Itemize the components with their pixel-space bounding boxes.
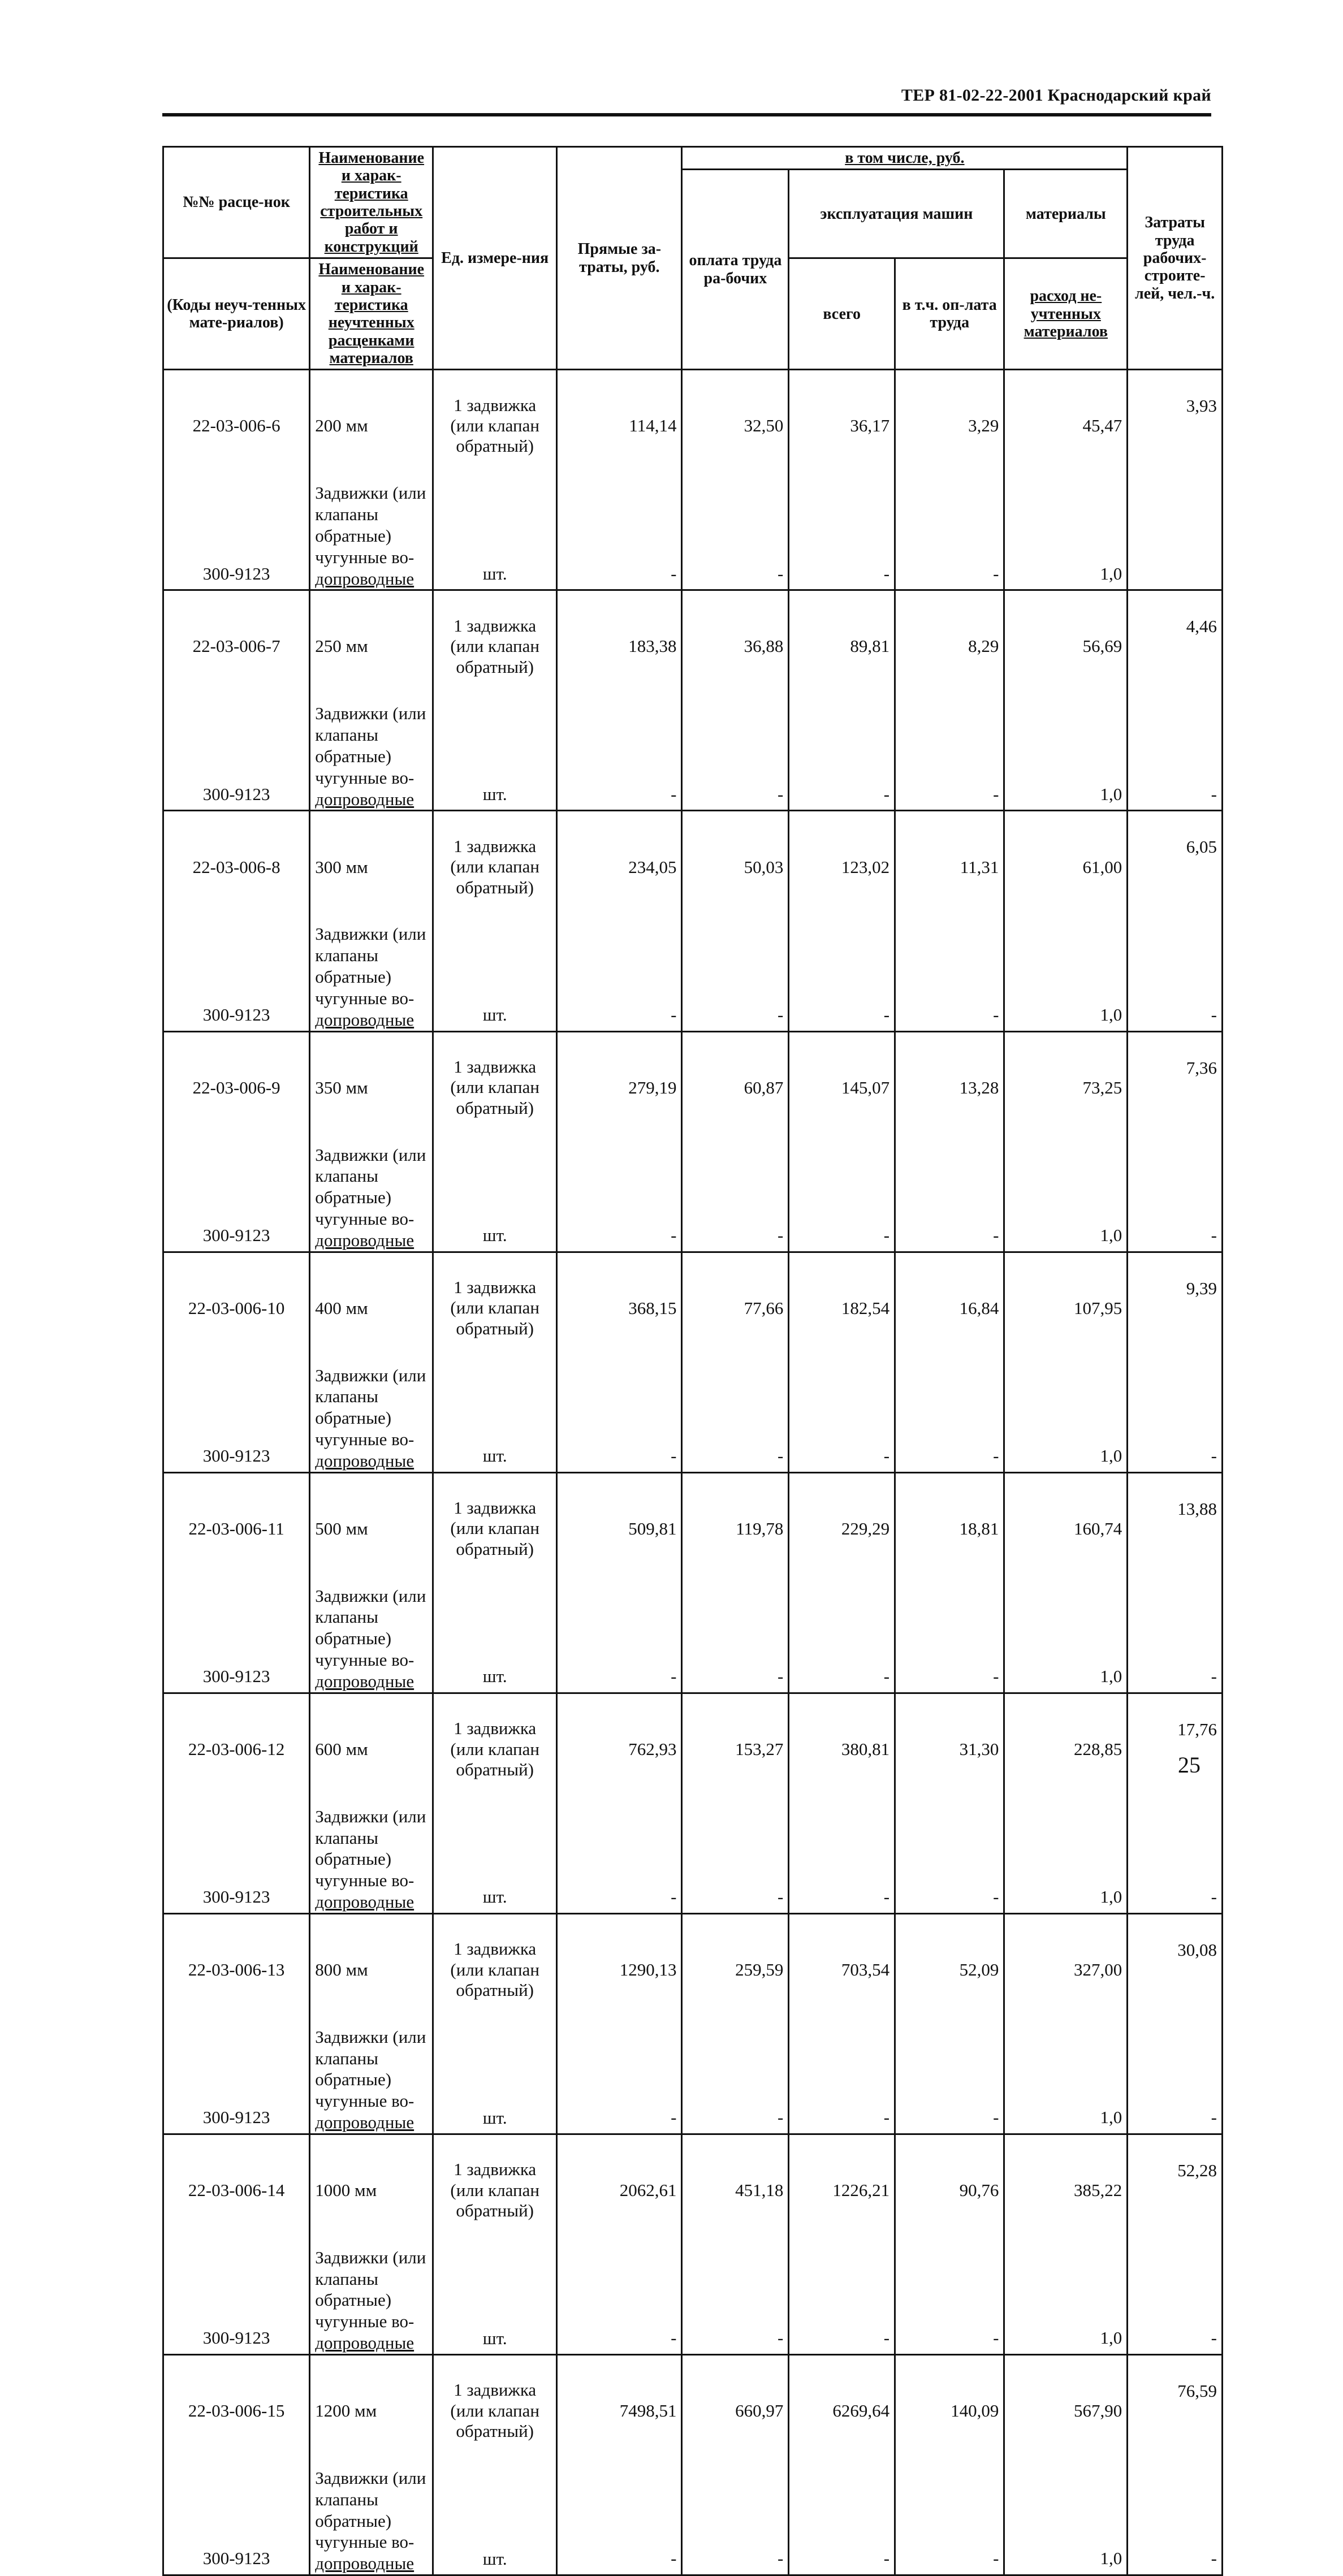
material-unit: шт. bbox=[433, 481, 557, 590]
material-name-line: допроводные bbox=[315, 2333, 414, 2353]
machines-labor: 13,28 bbox=[895, 1031, 1004, 1143]
material-machines-total: - bbox=[789, 1584, 895, 1693]
material-name-line: Задвижки (или клапаны bbox=[315, 1144, 426, 1186]
material-direct: - bbox=[557, 2466, 682, 2575]
material-qty: 1,0 bbox=[1004, 2025, 1128, 2134]
material-machines-total: - bbox=[789, 922, 895, 1031]
table-header bbox=[163, 147, 1223, 370]
material-name-line: допроводные bbox=[315, 1230, 414, 1250]
col-header-machines-total: всего bbox=[789, 258, 895, 370]
rate-code: 22-03-006-14 bbox=[163, 2134, 310, 2246]
direct-costs: 114,14 bbox=[557, 370, 682, 482]
direct-costs: 509,81 bbox=[557, 1472, 682, 1584]
material-row bbox=[163, 2025, 1223, 2134]
unit-line: (или клапан bbox=[450, 1298, 539, 1318]
material-name-line: Задвижки (или клапаны bbox=[315, 1806, 426, 1848]
material-machines-total: - bbox=[789, 2246, 895, 2355]
unit-line: (или клапан bbox=[450, 2180, 539, 2200]
labor-cost: 30,08 bbox=[1128, 1913, 1223, 2025]
rate-name: 300 мм bbox=[310, 811, 433, 923]
material-labor-pay: - bbox=[682, 2246, 789, 2355]
direct-costs: 368,15 bbox=[557, 1252, 682, 1364]
rate-row bbox=[163, 811, 1223, 923]
direct-costs: 7498,51 bbox=[557, 2354, 682, 2466]
labor-cost: 9,39 bbox=[1128, 1252, 1223, 1364]
materials-cost: 567,90 bbox=[1004, 2354, 1128, 2466]
col-header-materials-unaccounted: расход не-учтенных материалов bbox=[1004, 258, 1128, 370]
rates-table bbox=[162, 146, 1223, 2576]
unit-line: обратный) bbox=[456, 656, 534, 677]
direct-costs: 234,05 bbox=[557, 811, 682, 923]
material-row bbox=[163, 2246, 1223, 2355]
material-machines-total: - bbox=[789, 1364, 895, 1473]
rate-code: 22-03-006-8 bbox=[163, 811, 310, 923]
direct-costs: 183,38 bbox=[557, 590, 682, 702]
rate-unit bbox=[433, 370, 557, 482]
material-direct: - bbox=[557, 2025, 682, 2134]
material-name bbox=[310, 2246, 433, 2355]
rate-unit bbox=[433, 2134, 557, 2246]
rate-row bbox=[163, 590, 1223, 702]
material-labor-pay: - bbox=[682, 1584, 789, 1693]
unit-line: (или клапан bbox=[450, 1959, 539, 1979]
material-row bbox=[163, 1805, 1223, 1914]
unit-line: (или клапан bbox=[450, 416, 539, 436]
rate-name: 1000 мм bbox=[310, 2134, 433, 2246]
material-direct: - bbox=[557, 2246, 682, 2355]
material-unit: шт. bbox=[433, 2246, 557, 2355]
rate-code: 22-03-006-12 bbox=[163, 1693, 310, 1805]
rate-row bbox=[163, 2134, 1223, 2246]
material-machines-total: - bbox=[789, 702, 895, 811]
rate-row bbox=[163, 1472, 1223, 1584]
col-header-including: в том числе, руб. bbox=[682, 147, 1128, 170]
unit-line: обратный) bbox=[456, 2421, 534, 2441]
material-code: 300-9123 bbox=[163, 1584, 310, 1693]
rate-code: 22-03-006-13 bbox=[163, 1913, 310, 2025]
material-machines-labor: - bbox=[895, 1143, 1004, 1252]
materials-cost: 385,22 bbox=[1004, 2134, 1128, 2246]
rate-unit bbox=[433, 1031, 557, 1143]
document-header: ТЕР 81-02-22-2001 Краснодарский край bbox=[901, 86, 1211, 105]
unit-line: (или клапан bbox=[450, 857, 539, 877]
machines-total: 145,07 bbox=[789, 1031, 895, 1143]
material-name-line: Задвижки (или клапаны bbox=[315, 483, 426, 525]
machines-total: 6269,64 bbox=[789, 2354, 895, 2466]
unit-line: обратный) bbox=[456, 1538, 534, 1559]
col-header-material-codes: (Коды неуч-тенных мате-риалов) bbox=[163, 258, 310, 370]
material-name-line: Задвижки (или клапаны bbox=[315, 1365, 426, 1407]
material-machines-labor: - bbox=[895, 922, 1004, 1031]
material-machines-total: - bbox=[789, 2025, 895, 2134]
material-labor-cost: - bbox=[1128, 2466, 1223, 2575]
machines-labor: 90,76 bbox=[895, 2134, 1004, 2246]
labor-pay: 50,03 bbox=[682, 811, 789, 923]
material-code: 300-9123 bbox=[163, 2025, 310, 2134]
materials-cost: 56,69 bbox=[1004, 590, 1128, 702]
material-labor-cost bbox=[1128, 481, 1223, 590]
material-labor-pay: - bbox=[682, 922, 789, 1031]
labor-cost: 7,36 bbox=[1128, 1031, 1223, 1143]
material-row bbox=[163, 1364, 1223, 1473]
material-direct: - bbox=[557, 1143, 682, 1252]
material-name-line: Задвижки (или клапаны bbox=[315, 2247, 426, 2289]
rate-name: 1200 мм bbox=[310, 2354, 433, 2466]
machines-labor: 31,30 bbox=[895, 1693, 1004, 1805]
materials-cost: 228,85 bbox=[1004, 1693, 1128, 1805]
labor-pay: 660,97 bbox=[682, 2354, 789, 2466]
material-name-line: обратные) чугунные во- bbox=[315, 967, 414, 1008]
material-qty: 1,0 bbox=[1004, 1584, 1128, 1693]
unit-line: обратный) bbox=[456, 2200, 534, 2220]
unit-line: обратный) bbox=[456, 1318, 534, 1338]
machines-labor: 8,29 bbox=[895, 590, 1004, 702]
material-labor-pay: - bbox=[682, 1364, 789, 1473]
rate-unit bbox=[433, 1472, 557, 1584]
rate-unit bbox=[433, 2354, 557, 2466]
unit-line: обратный) bbox=[456, 436, 534, 456]
material-labor-cost: - bbox=[1128, 1364, 1223, 1473]
rate-unit bbox=[433, 811, 557, 923]
material-name-line: обратные) чугунные во- bbox=[315, 1628, 414, 1670]
material-code: 300-9123 bbox=[163, 1364, 310, 1473]
unit-line: (или клапан bbox=[450, 636, 539, 656]
material-name-line: обратные) чугунные во- bbox=[315, 1408, 414, 1449]
material-unit: шт. bbox=[433, 2025, 557, 2134]
machines-total: 229,29 bbox=[789, 1472, 895, 1584]
material-qty: 1,0 bbox=[1004, 2246, 1128, 2355]
direct-costs: 279,19 bbox=[557, 1031, 682, 1143]
col-header-rate-number: №№ расце-нок bbox=[163, 147, 310, 258]
machines-labor: 16,84 bbox=[895, 1252, 1004, 1364]
material-name-line: Задвижки (или клапаны bbox=[315, 703, 426, 745]
material-name bbox=[310, 922, 433, 1031]
material-name-line: допроводные bbox=[315, 1891, 414, 1912]
rate-unit bbox=[433, 1913, 557, 2025]
material-code: 300-9123 bbox=[163, 702, 310, 811]
labor-cost: 52,28 bbox=[1128, 2134, 1223, 2246]
material-name-line: допроводные bbox=[315, 1671, 414, 1691]
material-labor-pay: - bbox=[682, 2466, 789, 2575]
labor-pay: 119,78 bbox=[682, 1472, 789, 1584]
labor-cost: 3,93 bbox=[1128, 370, 1223, 482]
material-machines-total: - bbox=[789, 2466, 895, 2575]
machines-labor: 18,81 bbox=[895, 1472, 1004, 1584]
material-qty: 1,0 bbox=[1004, 2466, 1128, 2575]
material-direct: - bbox=[557, 1364, 682, 1473]
material-qty: 1,0 bbox=[1004, 1805, 1128, 1914]
material-unit: шт. bbox=[433, 922, 557, 1031]
col-header-unit: Ед. измере-ния bbox=[433, 147, 557, 370]
material-machines-total: - bbox=[789, 1805, 895, 1914]
labor-pay: 32,50 bbox=[682, 370, 789, 482]
rate-code: 22-03-006-6 bbox=[163, 370, 310, 482]
rate-row bbox=[163, 1913, 1223, 2025]
unit-line: 1 задвижка bbox=[454, 1939, 537, 1959]
rate-code: 22-03-006-9 bbox=[163, 1031, 310, 1143]
material-name bbox=[310, 2466, 433, 2575]
material-name-line: обратные) чугунные во- bbox=[315, 1849, 414, 1891]
labor-pay: 36,88 bbox=[682, 590, 789, 702]
rate-row bbox=[163, 1031, 1223, 1143]
machines-labor: 3,29 bbox=[895, 370, 1004, 482]
material-machines-total: - bbox=[789, 481, 895, 590]
material-name-line: Задвижки (или клапаны bbox=[315, 2026, 426, 2068]
labor-cost: 13,88 bbox=[1128, 1472, 1223, 1584]
material-labor-cost: - bbox=[1128, 1805, 1223, 1914]
labor-cost: 6,05 bbox=[1128, 811, 1223, 923]
rate-name: 400 мм bbox=[310, 1252, 433, 1364]
material-direct: - bbox=[557, 1584, 682, 1693]
direct-costs: 762,93 bbox=[557, 1693, 682, 1805]
material-labor-pay: - bbox=[682, 1805, 789, 1914]
unit-line: (или клапан bbox=[450, 1077, 539, 1097]
material-name-line: допроводные bbox=[315, 1009, 414, 1030]
material-machines-labor: - bbox=[895, 481, 1004, 590]
unit-line: 1 задвижка bbox=[454, 1718, 537, 1739]
machines-labor: 11,31 bbox=[895, 811, 1004, 923]
rate-name: 500 мм bbox=[310, 1472, 433, 1584]
material-machines-labor: - bbox=[895, 2025, 1004, 2134]
rate-code: 22-03-006-7 bbox=[163, 590, 310, 702]
material-qty: 1,0 bbox=[1004, 922, 1128, 1031]
rate-row bbox=[163, 1252, 1223, 1364]
material-labor-pay: - bbox=[682, 2025, 789, 2134]
material-name bbox=[310, 1364, 433, 1473]
rate-name: 200 мм bbox=[310, 370, 433, 482]
material-labor-cost: - bbox=[1128, 922, 1223, 1031]
unit-line: 1 задвижка bbox=[454, 1277, 537, 1298]
col-header-material-name: Наименование и харак-теристика неучтенных расценками материалов bbox=[310, 258, 433, 370]
material-unit: шт. bbox=[433, 2466, 557, 2575]
material-labor-cost: - bbox=[1128, 702, 1223, 811]
unit-line: обратный) bbox=[456, 1759, 534, 1779]
material-name-line: Задвижки (или клапаны bbox=[315, 2467, 426, 2509]
material-machines-total: - bbox=[789, 1143, 895, 1252]
material-unit: шт. bbox=[433, 1143, 557, 1252]
materials-cost: 160,74 bbox=[1004, 1472, 1128, 1584]
rate-unit bbox=[433, 590, 557, 702]
unit-line: 1 задвижка bbox=[454, 395, 537, 415]
machines-total: 89,81 bbox=[789, 590, 895, 702]
material-name-line: обратные) чугунные во- bbox=[315, 746, 414, 788]
labor-cost: 4,46 bbox=[1128, 590, 1223, 702]
rate-unit bbox=[433, 1252, 557, 1364]
material-name-line: допроводные bbox=[315, 789, 414, 809]
material-qty: 1,0 bbox=[1004, 481, 1128, 590]
material-code: 300-9123 bbox=[163, 2246, 310, 2355]
material-machines-labor: - bbox=[895, 2466, 1004, 2575]
labor-cost: 17,76 bbox=[1128, 1693, 1223, 1805]
direct-costs: 2062,61 bbox=[557, 2134, 682, 2246]
rate-code: 22-03-006-10 bbox=[163, 1252, 310, 1364]
material-code: 300-9123 bbox=[163, 1143, 310, 1252]
unit-line: (или клапан bbox=[450, 1518, 539, 1538]
table-body bbox=[163, 370, 1223, 2575]
material-direct: - bbox=[557, 481, 682, 590]
machines-total: 36,17 bbox=[789, 370, 895, 482]
page-number: 25 bbox=[1178, 1752, 1201, 1778]
material-name bbox=[310, 1805, 433, 1914]
rate-name: 600 мм bbox=[310, 1693, 433, 1805]
material-row bbox=[163, 1584, 1223, 1693]
material-labor-cost: - bbox=[1128, 1143, 1223, 1252]
material-qty: 1,0 bbox=[1004, 1364, 1128, 1473]
labor-pay: 77,66 bbox=[682, 1252, 789, 1364]
rate-row bbox=[163, 1693, 1223, 1805]
material-labor-cost: - bbox=[1128, 2246, 1223, 2355]
material-labor-pay: - bbox=[682, 702, 789, 811]
col-header-machines-labor: в т.ч. оп-лата труда bbox=[895, 258, 1004, 370]
unit-line: (или клапан bbox=[450, 2400, 539, 2421]
rate-code: 22-03-006-15 bbox=[163, 2354, 310, 2466]
col-header-materials: материалы bbox=[1004, 170, 1128, 258]
material-direct: - bbox=[557, 1805, 682, 1914]
rate-name: 250 мм bbox=[310, 590, 433, 702]
unit-line: 1 задвижка bbox=[454, 836, 537, 857]
unit-line: 1 задвижка bbox=[454, 2380, 537, 2400]
material-row bbox=[163, 922, 1223, 1031]
material-labor-pay: - bbox=[682, 1143, 789, 1252]
machines-labor: 140,09 bbox=[895, 2354, 1004, 2466]
material-unit: шт. bbox=[433, 1805, 557, 1914]
material-machines-labor: - bbox=[895, 1584, 1004, 1693]
material-direct: - bbox=[557, 702, 682, 811]
material-row bbox=[163, 481, 1223, 590]
material-row bbox=[163, 1143, 1223, 1252]
material-machines-labor: - bbox=[895, 1364, 1004, 1473]
material-name-line: допроводные bbox=[315, 2112, 414, 2132]
labor-pay: 451,18 bbox=[682, 2134, 789, 2246]
material-name-line: обратные) чугунные во- bbox=[315, 2510, 414, 2552]
material-name-line: обратные) чугунные во- bbox=[315, 2290, 414, 2332]
rate-unit bbox=[433, 1693, 557, 1805]
material-row bbox=[163, 702, 1223, 811]
material-unit: шт. bbox=[433, 702, 557, 811]
material-code: 300-9123 bbox=[163, 481, 310, 590]
machines-total: 182,54 bbox=[789, 1252, 895, 1364]
unit-line: 1 задвижка bbox=[454, 2159, 537, 2180]
material-name bbox=[310, 1584, 433, 1693]
col-header-direct-costs: Прямые за-траты, руб. bbox=[557, 147, 682, 370]
unit-line: 1 задвижка bbox=[454, 615, 537, 636]
col-header-work-name: Наименование и харак-теристика строительных работ и конструкций bbox=[310, 147, 433, 258]
machines-total: 703,54 bbox=[789, 1913, 895, 2025]
material-name-line: допроводные bbox=[315, 2553, 414, 2574]
unit-line: 1 задвижка bbox=[454, 1498, 537, 1518]
machines-total: 1226,21 bbox=[789, 2134, 895, 2246]
material-unit: шт. bbox=[433, 1364, 557, 1473]
rate-code: 22-03-006-11 bbox=[163, 1472, 310, 1584]
unit-line: обратный) bbox=[456, 877, 534, 897]
rate-row bbox=[163, 370, 1223, 482]
material-name-line: Задвижки (или клапаны bbox=[315, 1585, 426, 1627]
materials-cost: 73,25 bbox=[1004, 1031, 1128, 1143]
material-name-line: допроводные bbox=[315, 568, 414, 589]
material-name-line: допроводные bbox=[315, 1450, 414, 1471]
material-labor-cost: - bbox=[1128, 1584, 1223, 1693]
unit-line: обратный) bbox=[456, 1097, 534, 1118]
material-name bbox=[310, 702, 433, 811]
materials-cost: 61,00 bbox=[1004, 811, 1128, 923]
material-unit: шт. bbox=[433, 1584, 557, 1693]
labor-pay: 259,59 bbox=[682, 1913, 789, 2025]
labor-pay: 153,27 bbox=[682, 1693, 789, 1805]
labor-pay: 60,87 bbox=[682, 1031, 789, 1143]
col-header-labor-cost: Затраты труда рабочих-строите-лей, чел.-ч. bbox=[1128, 147, 1223, 370]
material-direct: - bbox=[557, 922, 682, 1031]
material-machines-labor: - bbox=[895, 2246, 1004, 2355]
material-name bbox=[310, 1143, 433, 1252]
material-name-line: обратные) чугунные во- bbox=[315, 1187, 414, 1229]
material-code: 300-9123 bbox=[163, 922, 310, 1031]
col-header-labor-pay: оплата труда ра-бочих bbox=[682, 170, 789, 370]
machines-total: 123,02 bbox=[789, 811, 895, 923]
material-labor-pay: - bbox=[682, 481, 789, 590]
material-name bbox=[310, 481, 433, 590]
col-header-machines: эксплуатация машин bbox=[789, 170, 1004, 258]
machines-total: 380,81 bbox=[789, 1693, 895, 1805]
material-labor-cost: - bbox=[1128, 2025, 1223, 2134]
material-code: 300-9123 bbox=[163, 1805, 310, 1914]
materials-cost: 327,00 bbox=[1004, 1913, 1128, 2025]
materials-cost: 107,95 bbox=[1004, 1252, 1128, 1364]
direct-costs: 1290,13 bbox=[557, 1913, 682, 2025]
material-machines-labor: - bbox=[895, 1805, 1004, 1914]
rate-row bbox=[163, 2354, 1223, 2466]
material-row bbox=[163, 2466, 1223, 2575]
unit-line: 1 задвижка bbox=[454, 1057, 537, 1077]
header-rule bbox=[162, 113, 1211, 116]
material-qty: 1,0 bbox=[1004, 702, 1128, 811]
material-code: 300-9123 bbox=[163, 2466, 310, 2575]
rate-name: 800 мм bbox=[310, 1913, 433, 2025]
materials-cost: 45,47 bbox=[1004, 370, 1128, 482]
material-name-line: обратные) чугунные во- bbox=[315, 2069, 414, 2111]
labor-cost: 76,59 bbox=[1128, 2354, 1223, 2466]
machines-labor: 52,09 bbox=[895, 1913, 1004, 2025]
material-name bbox=[310, 2025, 433, 2134]
unit-line: (или клапан bbox=[450, 1739, 539, 1759]
material-name-line: обратные) чугунные во- bbox=[315, 525, 414, 567]
material-qty: 1,0 bbox=[1004, 1143, 1128, 1252]
unit-line: обратный) bbox=[456, 1979, 534, 2000]
material-name-line: Задвижки (или клапаны bbox=[315, 924, 426, 966]
rate-name: 350 мм bbox=[310, 1031, 433, 1143]
material-machines-labor: - bbox=[895, 702, 1004, 811]
